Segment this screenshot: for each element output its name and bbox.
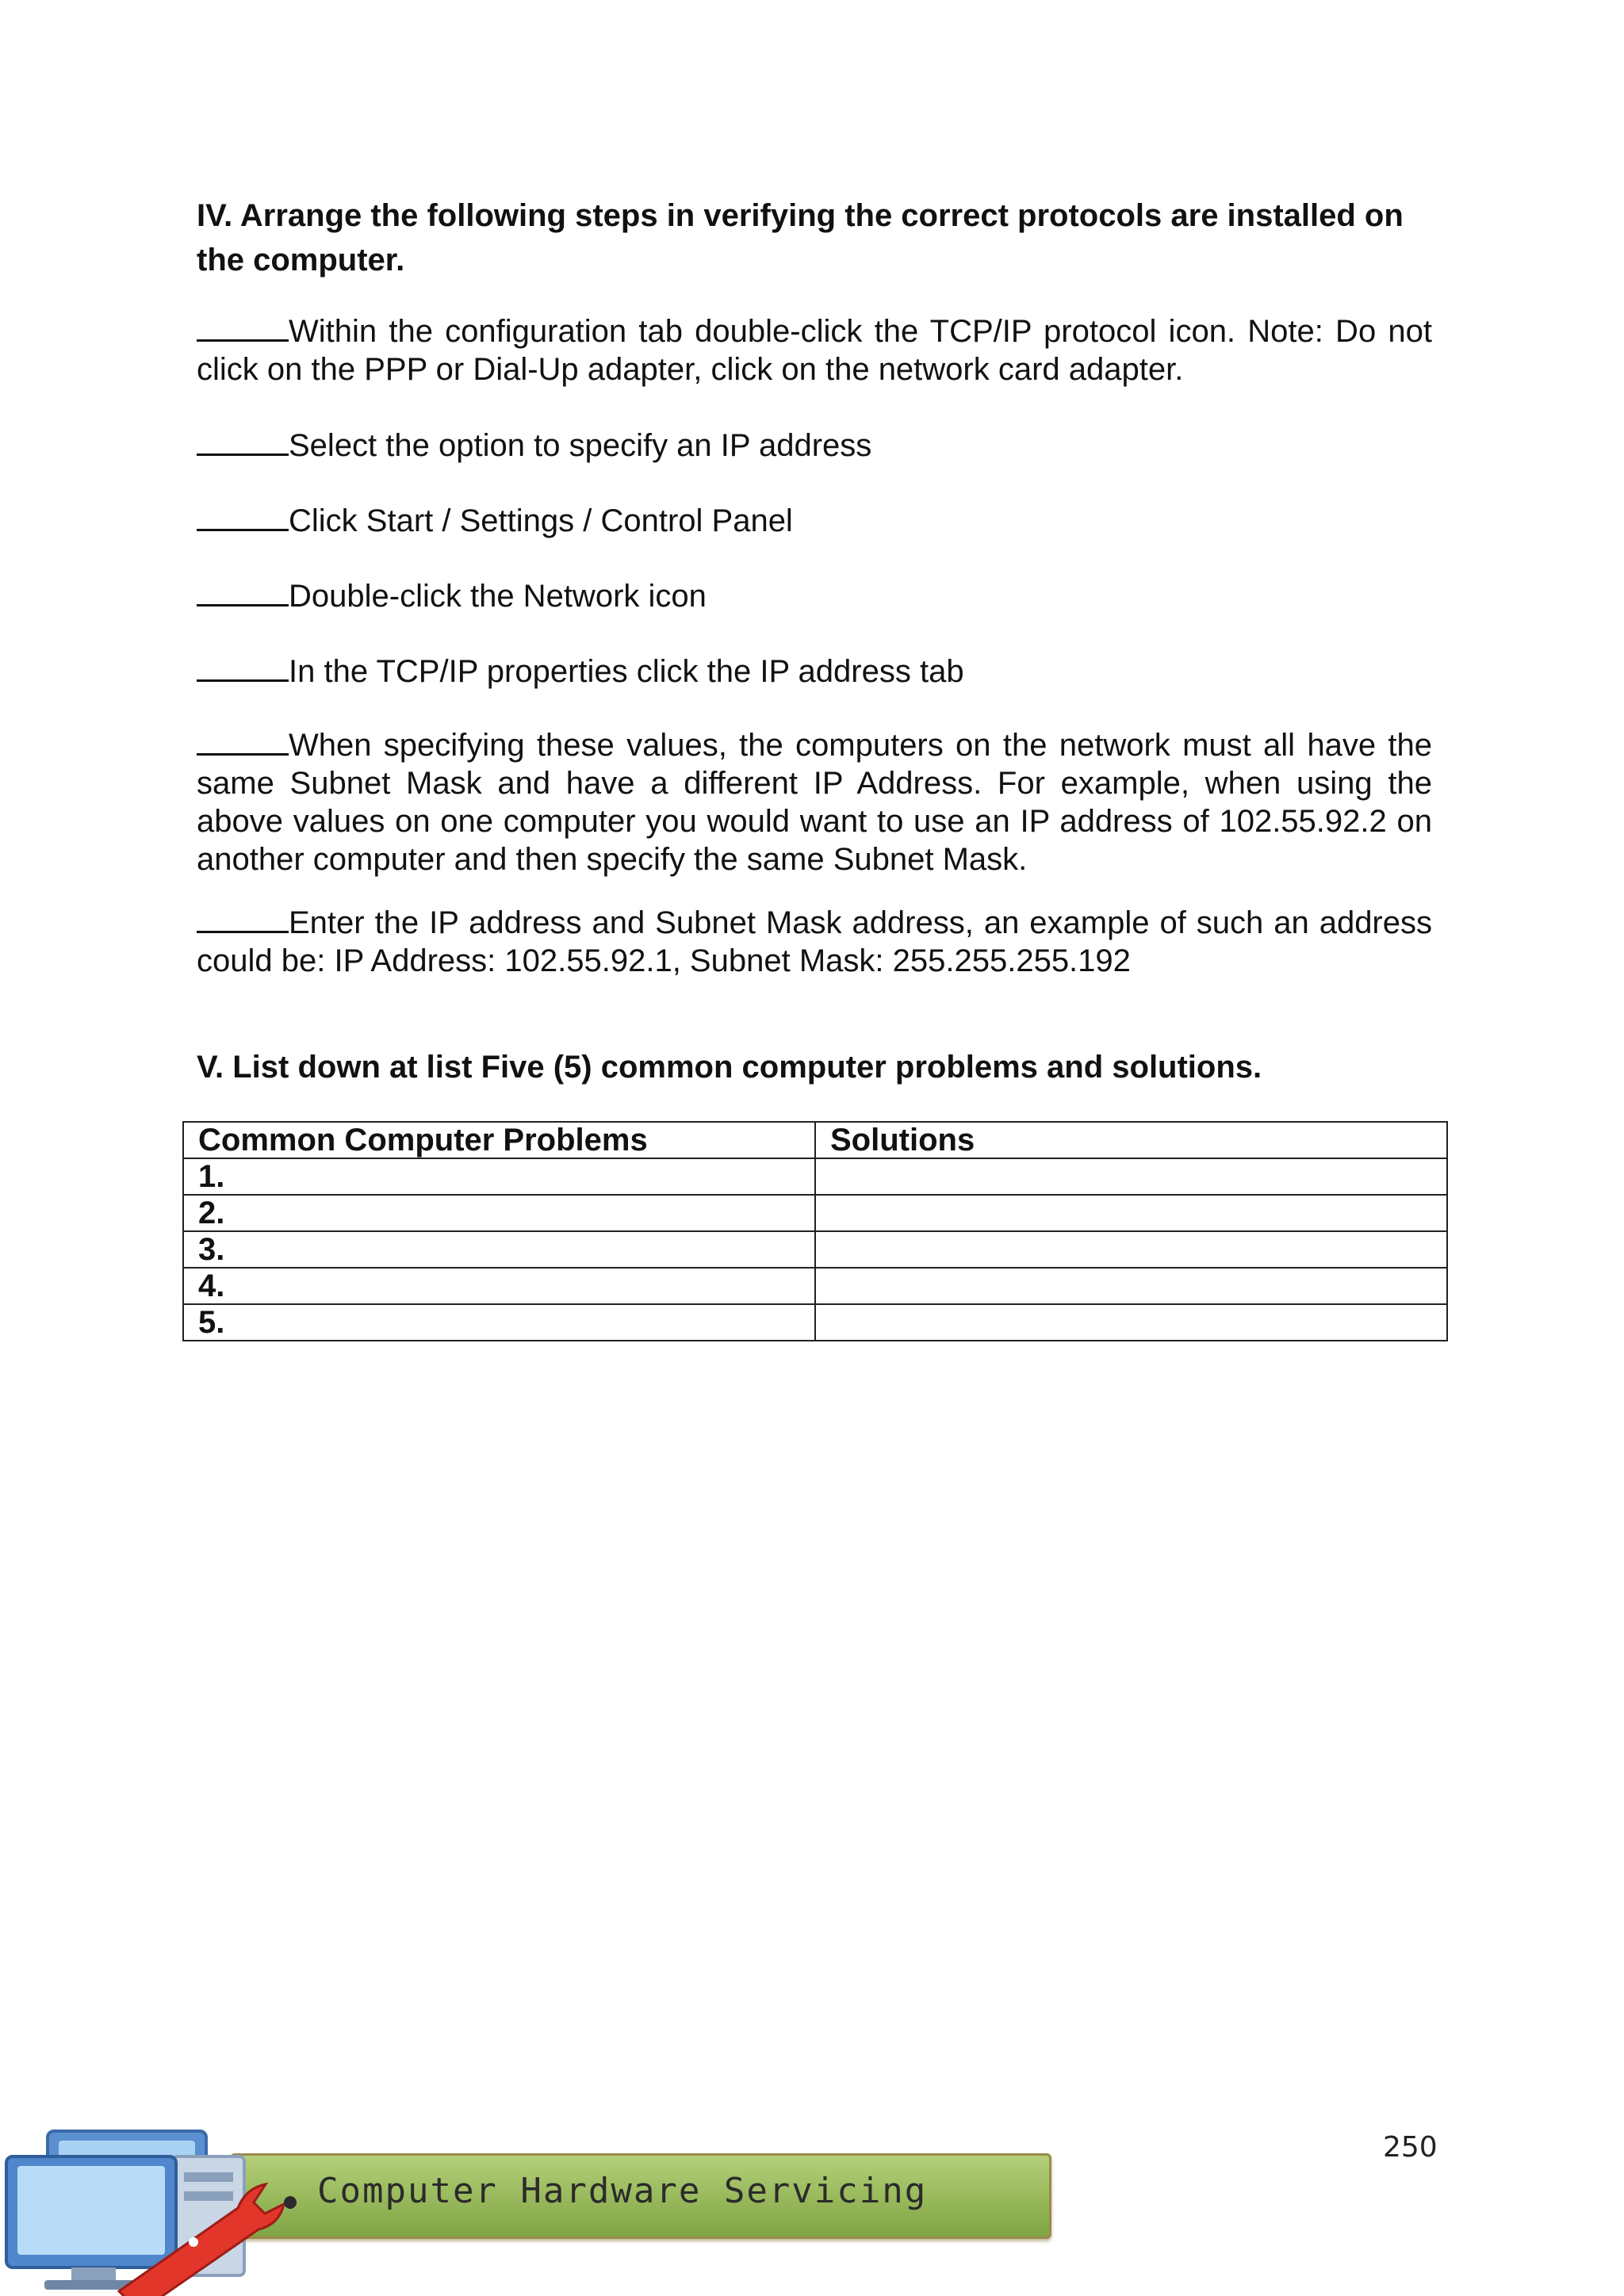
solution-cell[interactable] bbox=[815, 1268, 1447, 1304]
table-header-row bbox=[183, 1122, 1447, 1158]
header-solutions: Solutions bbox=[815, 1122, 1447, 1158]
step-item bbox=[197, 725, 1432, 878]
answer-blank[interactable] bbox=[197, 425, 289, 456]
header-problems: Common Computer Problems bbox=[183, 1122, 815, 1158]
solution-cell[interactable] bbox=[815, 1195, 1447, 1231]
problem-cell[interactable]: 3. bbox=[183, 1231, 815, 1268]
problem-cell[interactable]: 4. bbox=[183, 1268, 815, 1304]
computer-wrench-icon bbox=[0, 2125, 333, 2296]
solution-cell[interactable] bbox=[815, 1231, 1447, 1268]
answer-blank[interactable] bbox=[197, 725, 289, 756]
step-text: Select the option to specify an IP address bbox=[289, 428, 872, 463]
step-item bbox=[197, 311, 1432, 388]
step-text: Enter the IP address and Subnet Mask address, an example of such an address could be: IP Address: 102.55.92.1, Subnet Mask: 255.255.255.192 bbox=[197, 905, 1432, 978]
answer-blank[interactable] bbox=[197, 311, 289, 342]
step-text: In the TCP/IP properties click the IP address tab bbox=[289, 654, 964, 689]
table-row bbox=[183, 1268, 1447, 1304]
table-row bbox=[183, 1195, 1447, 1231]
answer-blank[interactable] bbox=[197, 902, 289, 933]
problem-cell[interactable]: 2. bbox=[183, 1195, 815, 1231]
section-4-heading: IV. Arrange the following steps in verifying the correct protocols are installed on the computer. bbox=[197, 198, 1404, 277]
table-row bbox=[183, 1304, 1447, 1341]
step-text: Within the configuration tab double-click the TCP/IP protocol icon. Note: Do not click on the PPP or Dial-Up adapter, click on the network card adapter. bbox=[197, 314, 1432, 387]
step-item bbox=[197, 902, 1432, 980]
step-text: Double-click the Network icon bbox=[289, 579, 707, 614]
footer-banner-text: Computer Hardware Servicing bbox=[317, 2171, 928, 2211]
step-item bbox=[197, 425, 1432, 465]
step-item bbox=[197, 651, 1432, 691]
table-row bbox=[183, 1158, 1447, 1195]
step-item bbox=[197, 500, 1432, 540]
step-text: When specifying these values, the computers on the network must all have the same Subnet Mask and have a different IP Address. For example, when using the above values on one computer you would want to use an IP address of 102.55.92.2 on another computer and then specify the same Subnet Mask. bbox=[197, 728, 1432, 877]
answer-blank[interactable] bbox=[197, 651, 289, 682]
page-number: 250 bbox=[1383, 2131, 1438, 2164]
step-text: Click Start / Settings / Control Panel bbox=[289, 503, 793, 538]
problem-cell[interactable]: 5. bbox=[183, 1304, 815, 1341]
problem-cell[interactable]: 1. bbox=[183, 1158, 815, 1195]
table-row bbox=[183, 1231, 1447, 1268]
answer-blank[interactable] bbox=[197, 500, 289, 531]
solution-cell[interactable] bbox=[815, 1158, 1447, 1195]
answer-blank[interactable] bbox=[197, 576, 289, 607]
section-5-heading: V. List down at list Five (5) common computer problems and solutions. bbox=[197, 1050, 1262, 1085]
solution-cell[interactable] bbox=[815, 1304, 1447, 1341]
problems-solutions-table bbox=[182, 1121, 1448, 1341]
step-item bbox=[197, 576, 1432, 615]
